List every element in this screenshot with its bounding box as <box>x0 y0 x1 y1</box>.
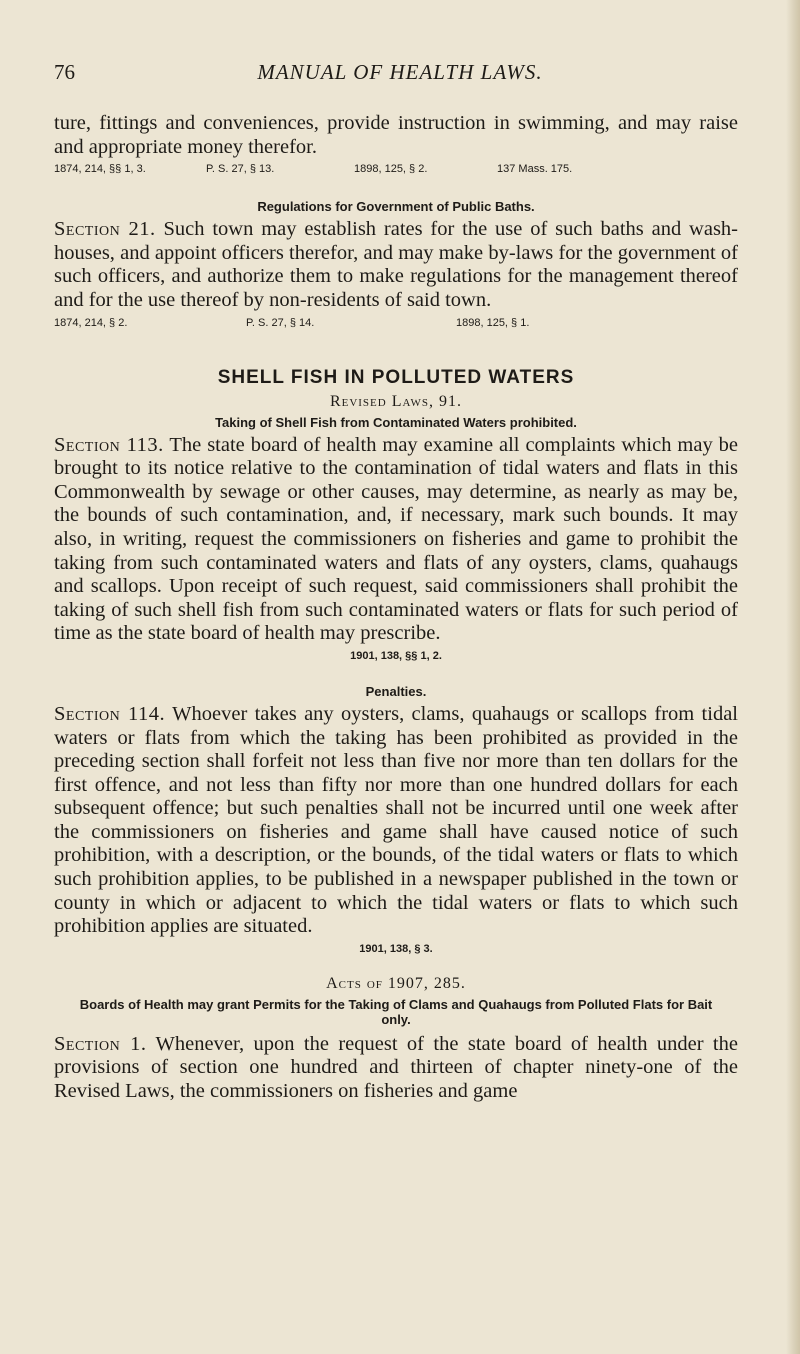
section-114 <box>54 703 738 939</box>
section-text: The state board of health may examine all complaints which may be brought to its notice relative to the contamination of tidal waters and flats in this Commonwealth by sewage or other causes, may determine, as nearly as may be, the bounds of such contamination, and, if necessary, mark such bounds. It may also, in writing, request the commissioners on fisheries and game to prohibit the taking from such contaminated waters and flats of any oysters, clams, quahaugs and scallops. Upon receipt of such request, said commissioners shall prohibit the taking of such shell fish from such contaminated waters or flats for such period of time as the state board of health may prescribe. <box>54 433 738 645</box>
section-label: Section 21. <box>54 218 156 241</box>
section-label: Section 113. <box>54 433 164 456</box>
heading-penalties: Penalties. <box>365 683 427 699</box>
section-1 <box>54 1033 738 1104</box>
section-text: Whenever, upon the request of the state board of health under the provisions of section one hundred and thirteen of chapter ninety-one of the Revised Laws, the commissioners on fisheries and game <box>54 1032 738 1103</box>
section-21 <box>54 218 738 312</box>
heading-boards: Boards of Health may grant Permits for the Taking of Clams and Quahaugs from Polluted Flats for Bait only. <box>79 996 713 1027</box>
citation-intro <box>54 163 738 179</box>
acts-1907: Acts of 1907, 285. <box>326 974 466 992</box>
heading-public-baths: Regulations for Government of Public Baths. <box>257 199 535 215</box>
citation: 137 Mass. 175. <box>497 163 573 176</box>
page-number: 76 <box>54 60 75 84</box>
paragraph-intro: ture, fittings and conveniences, provide instruction in swimming, and may raise and appropriate money therefor. <box>54 112 738 158</box>
section-text: Whoever takes any oysters, clams, quahaugs or scallops from tidal waters or flats from which the taking has been prohibited as provided in the preceding section shall forfeit not less than five nor more than ten dollars for the first offence, and not less than fifty nor more than one hundred dollars for each subsequent offence; but such penalties shall not be incurred until one week after the commissioners on fisheries and game shall have caused notice of such prohibition, with a description, or the bounds, of the tidal waters or flats to which such prohibition applies, to be published in a newspaper published in the town or county in which or adjacent to which the tidal waters or flats to which such prohibition applies are situated. <box>54 702 738 938</box>
citation: P. S. 27, § 14. <box>246 316 315 329</box>
citation-s21 <box>54 317 738 333</box>
section-text: Such town may establish rates for the use of such baths and wash-houses, and appoint officers therefor, and may make by-laws for the government of such officers, and authorize them to make regulations for the management thereof and for the use thereof by non-residents of said town. <box>54 218 738 311</box>
section-label: Section 1. <box>54 1032 147 1055</box>
title-shellfish: SHELL FISH IN POLLUTED WATERS <box>217 366 575 388</box>
citation: 1874, 214, §§ 1, 3. <box>54 163 146 176</box>
heading-taking: Taking of Shell Fish from Contaminated Waters prohibited. <box>215 414 577 430</box>
page-content <box>54 112 738 1104</box>
citation: 1874, 214, § 2. <box>54 316 128 329</box>
running-title: MANUAL OF HEALTH LAWS. <box>257 60 543 84</box>
section-113 <box>54 434 738 646</box>
running-header <box>0 60 800 90</box>
revised-laws: Revised Laws, 91. <box>329 392 463 410</box>
citation: 1898, 125, § 2. <box>354 163 428 176</box>
section-label: Section 114. <box>54 702 166 725</box>
citation-s114: 1901, 138, § 3. <box>359 942 433 955</box>
citation: 1898, 125, § 1. <box>456 316 530 329</box>
citation-s113: 1901, 138, §§ 1, 2. <box>350 649 442 662</box>
citation: P. S. 27, § 13. <box>206 163 275 176</box>
page-edge <box>786 0 800 1354</box>
